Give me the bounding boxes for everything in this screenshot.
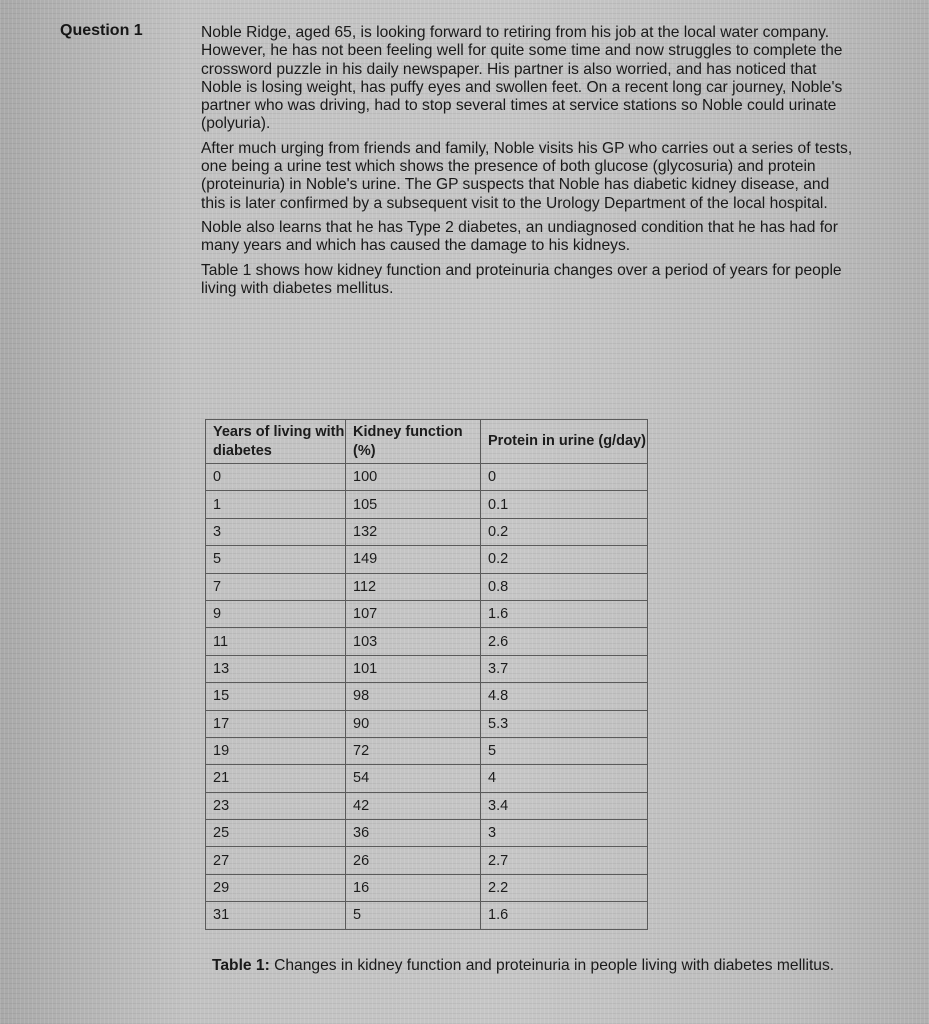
cell-protein: 3.7: [481, 655, 648, 682]
header-protein: Protein in urine (g/day): [481, 420, 648, 464]
cell-kidney-function: 36: [346, 820, 481, 847]
table-row: [206, 600, 648, 627]
cell-protein: 2.7: [481, 847, 648, 874]
table-row: [206, 874, 648, 901]
kidney-data-table-wrap: [205, 419, 648, 930]
table-row: [206, 573, 648, 600]
cell-protein: 1.6: [481, 600, 648, 627]
header-kidney-function: Kidney function (%): [346, 420, 481, 464]
table-body: [206, 464, 648, 930]
table-row: [206, 546, 648, 573]
table-header-row: [206, 420, 648, 464]
paragraph-table-intro: Table 1 shows how kidney function and proteinuria changes over a period of years for people living with diabetes mellitus.: [201, 261, 842, 297]
cell-kidney-function: 98: [346, 683, 481, 710]
cell-protein: 2.2: [481, 874, 648, 901]
cell-kidney-function: 16: [346, 874, 481, 901]
paragraph-scenario: Noble Ridge, aged 65, is looking forward to retiring from his job at the local water company. However, he has not been feeling well for quite some time and now struggles to complete the crossword puzzle in his daily newspaper. His partner is also worried, and has noticed that Noble is losing weight, has puffy eyes and swollen feet. On a recent long car journey, Noble's partner who was driving, had to stop several times at service stations so Noble could urinate (polyuria).: [201, 24, 843, 133]
table-row: [206, 820, 648, 847]
cell-kidney-function: 90: [346, 710, 481, 737]
question-body: [201, 24, 856, 304]
cell-kidney-function: 105: [346, 491, 481, 518]
cell-protein: 3.4: [481, 792, 648, 819]
cell-years: 25: [206, 820, 346, 847]
table-row: [206, 491, 648, 518]
question-number: Question 1: [60, 22, 143, 39]
cell-years: 1: [206, 491, 346, 518]
cell-protein: 0.8: [481, 573, 648, 600]
cell-protein: 5: [481, 737, 648, 764]
cell-protein: 0.2: [481, 518, 648, 545]
cell-years: 31: [206, 902, 346, 929]
cell-years: 7: [206, 573, 346, 600]
cell-protein: 5.3: [481, 710, 648, 737]
table-row: [206, 902, 648, 929]
cell-protein: 4.8: [481, 683, 648, 710]
cell-years: 29: [206, 874, 346, 901]
caption-text: Changes in kidney function and proteinuria in people living with diabetes mellitus.: [269, 957, 835, 974]
cell-years: 21: [206, 765, 346, 792]
cell-kidney-function: 103: [346, 628, 481, 655]
table-row: [206, 737, 648, 764]
cell-kidney-function: 107: [346, 600, 481, 627]
cell-protein: 1.6: [481, 902, 648, 929]
cell-years: 23: [206, 792, 346, 819]
cell-years: 15: [206, 683, 346, 710]
cell-years: 19: [206, 737, 346, 764]
table-caption: [212, 956, 872, 975]
caption-label: Table 1:: [212, 957, 270, 974]
cell-protein: 4: [481, 765, 648, 792]
table-row: [206, 628, 648, 655]
cell-years: 9: [206, 600, 346, 627]
table-row: [206, 655, 648, 682]
table-row: [206, 710, 648, 737]
cell-years: 17: [206, 710, 346, 737]
cell-years: 13: [206, 655, 346, 682]
cell-kidney-function: 5: [346, 902, 481, 929]
cell-protein: 0.2: [481, 546, 648, 573]
cell-kidney-function: 149: [346, 546, 481, 573]
cell-kidney-function: 54: [346, 765, 481, 792]
cell-years: 27: [206, 847, 346, 874]
paragraph-diagnosis: Noble also learns that he has Type 2 diabetes, an undiagnosed condition that he has had for many years and which has caused the damage to his kidneys.: [201, 218, 838, 255]
header-years: Years of living with diabetes: [206, 420, 346, 464]
cell-kidney-function: 112: [346, 573, 481, 600]
cell-protein: 0.1: [481, 491, 648, 518]
cell-kidney-function: 72: [346, 737, 481, 764]
table-row: [206, 683, 648, 710]
cell-kidney-function: 132: [346, 518, 481, 545]
cell-years: 11: [206, 628, 346, 655]
cell-years: 5: [206, 546, 346, 573]
table-row: [206, 792, 648, 819]
kidney-data-table: [205, 419, 648, 930]
cell-kidney-function: 26: [346, 847, 481, 874]
cell-protein: 2.6: [481, 628, 648, 655]
table-row: [206, 847, 648, 874]
cell-kidney-function: 100: [346, 464, 481, 491]
table-row: [206, 518, 648, 545]
cell-years: 0: [206, 464, 346, 491]
cell-kidney-function: 101: [346, 655, 481, 682]
cell-years: 3: [206, 518, 346, 545]
cell-protein: 3: [481, 820, 648, 847]
paragraph-gp-visit: After much urging from friends and family, Noble visits his GP who carries out a series of tests, one being a urine test which shows the presence of both glucose (glycosuria) and protein (proteinuria) in Noble's urine. The GP suspects that Noble has diabetic kidney disease, and this is later confirmed by a subsequent visit to the Urology Department of the local hospital.: [201, 139, 853, 212]
table-row: [206, 765, 648, 792]
table-row: [206, 464, 648, 491]
cell-protein: 0: [481, 464, 648, 491]
cell-kidney-function: 42: [346, 792, 481, 819]
